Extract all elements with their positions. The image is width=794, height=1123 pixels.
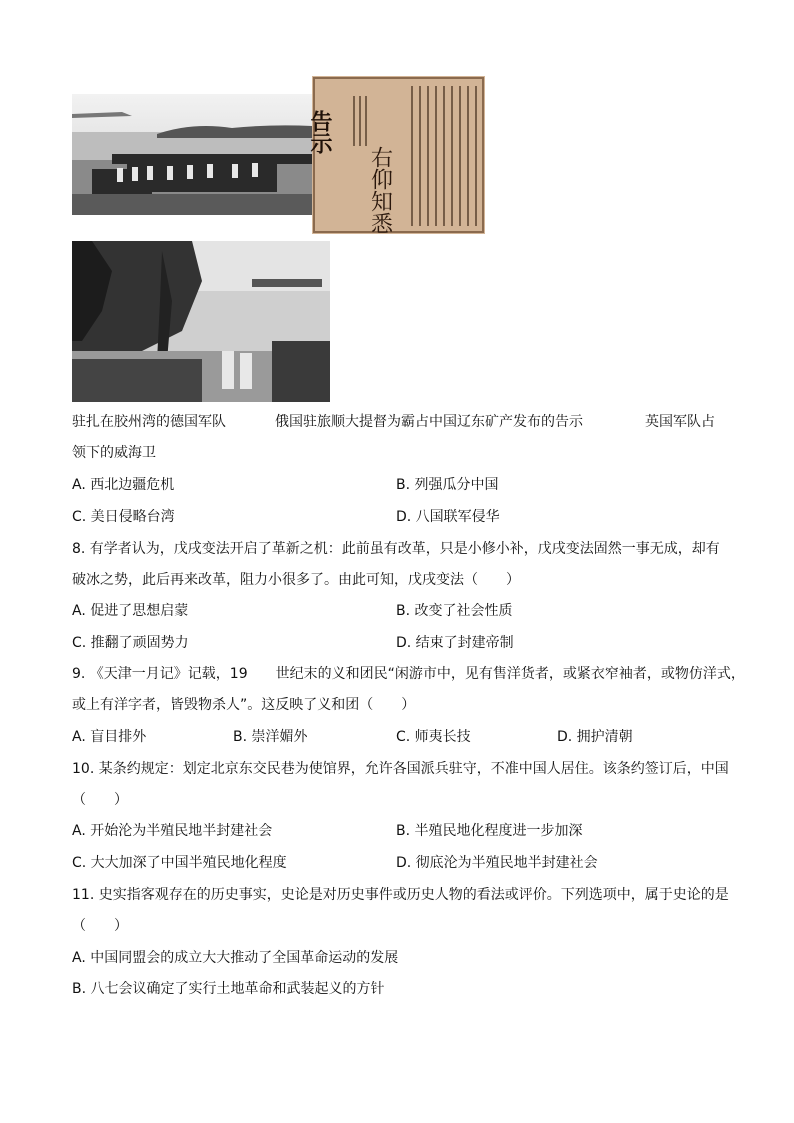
q11-stem-line1: 11. 史实指客观存在的历史事实，史论是对历史事件或历史人物的看法或评价。下列选项中，属于史论的是 bbox=[72, 887, 729, 903]
q9-option-c[interactable]: C. 师夷长技 bbox=[396, 729, 471, 745]
q9-option-a[interactable]: A. 盲目排外 bbox=[72, 729, 147, 745]
q9-stem-line1: 9. 《天津一月记》记载，19 世纪末的义和团民“闲游市中，见有售洋货者，或紧衣窄袖者，或物仿洋式， bbox=[72, 666, 745, 682]
q10-option-c[interactable]: C. 大大加深了中国半殖民地化程度 bbox=[72, 855, 287, 871]
caption-german-troops: 驻扎在胶州湾的德国军队 bbox=[72, 414, 226, 430]
q8-option-a[interactable]: A. 促进了思想启蒙 bbox=[72, 603, 189, 619]
russian-notice-photo bbox=[307, 76, 485, 234]
german-troops-photo bbox=[72, 94, 312, 215]
q7-option-a[interactable]: A. 西北边疆危机 bbox=[72, 477, 175, 493]
q10-stem-line1: 10. 某条约规定：划定北京东交民巷为使馆界，允许各国派兵驻守，不准中国人居住。该条约签订后，中国 bbox=[72, 761, 729, 777]
q8-option-c[interactable]: C. 推翻了顽固势力 bbox=[72, 635, 189, 651]
q8-option-d[interactable]: D. 结束了封建帝制 bbox=[396, 635, 514, 651]
weihaiwei-photo bbox=[72, 241, 330, 402]
q10-option-d[interactable]: D. 彻底沦为半殖民地半封建社会 bbox=[396, 855, 598, 871]
svg-text:告示: 告示 bbox=[307, 110, 333, 154]
q8-option-b[interactable]: B. 改变了社会性质 bbox=[396, 603, 513, 619]
q10-option-a[interactable]: A. 开始沦为半殖民地半封建社会 bbox=[72, 823, 273, 839]
q11-stem-line2: （ ） bbox=[72, 918, 128, 934]
q7-option-b[interactable]: B. 列强瓜分中国 bbox=[396, 477, 499, 493]
svg-text:右仰知悉: 右仰知悉 bbox=[367, 146, 393, 234]
q11-option-a[interactable]: A. 中国同盟会的成立大大推动了全国革命运动的发展 bbox=[72, 950, 399, 966]
q8-stem-line2: 破冰之势，此后再来改革，阻力小很多了。由此可知，戊戌变法（ ） bbox=[72, 572, 520, 588]
caption-british-part2: 领下的威海卫 bbox=[72, 445, 156, 461]
q9-option-b[interactable]: B. 崇洋媚外 bbox=[233, 729, 308, 745]
q7-option-c[interactable]: C. 美日侵略台湾 bbox=[72, 509, 175, 525]
q9-option-d[interactable]: D. 拥护清朝 bbox=[557, 729, 633, 745]
q9-stem-line2: 或上有洋字者，皆毁物杀人”。这反映了义和团（ ） bbox=[72, 697, 416, 713]
caption-british-part1: 英国军队占 bbox=[645, 414, 715, 430]
q11-option-b[interactable]: B. 八七会议确定了实行土地革命和武装起义的方针 bbox=[72, 981, 385, 997]
q8-stem-line1: 8. 有学者认为，戊戌变法开启了革新之机：此前虽有改革，只是小修小补，戊戌变法固然一事无成，却有 bbox=[72, 541, 720, 557]
q7-option-d[interactable]: D. 八国联军侵华 bbox=[396, 509, 500, 525]
caption-russian-notice: 俄国驻旅顺大提督为霸占中国辽东矿产发布的告示 bbox=[275, 414, 583, 430]
q10-stem-line2: （ ） bbox=[72, 792, 128, 808]
q10-option-b[interactable]: B. 半殖民地化程度进一步加深 bbox=[396, 823, 583, 839]
